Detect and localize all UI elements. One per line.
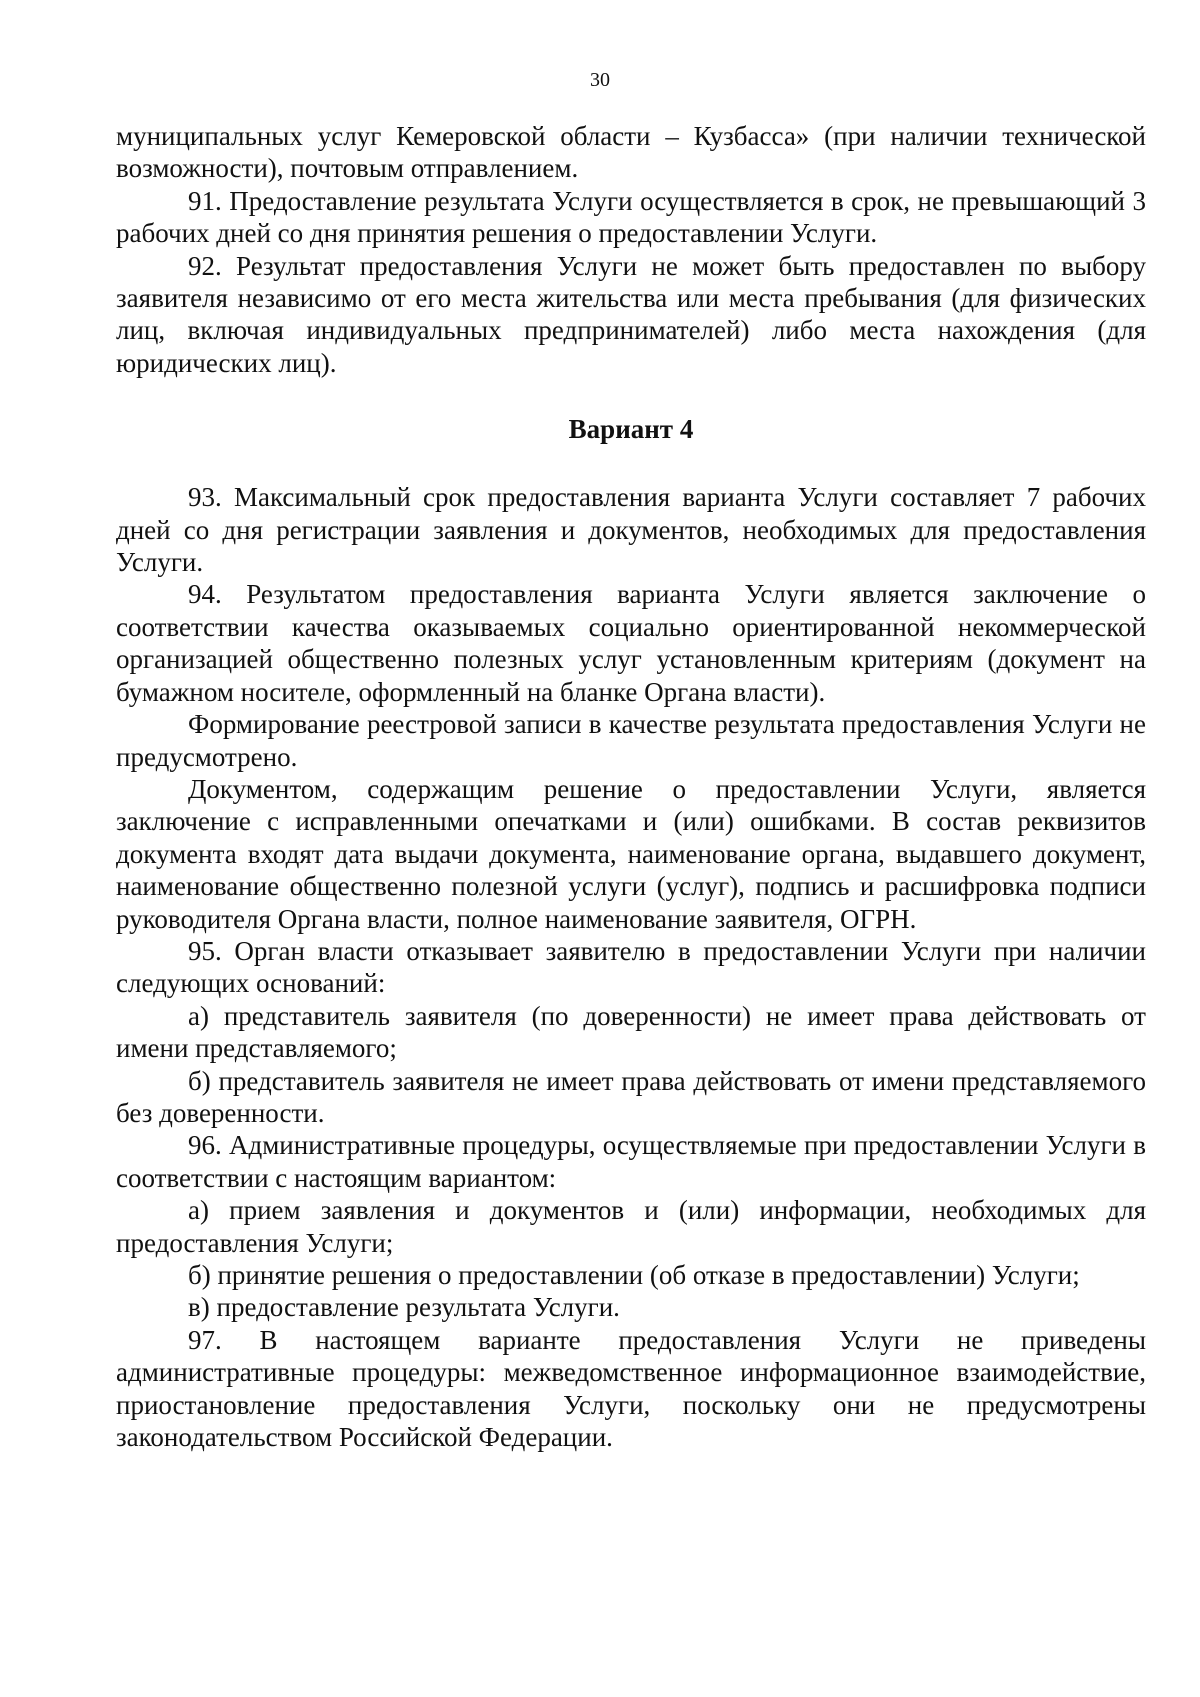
paragraph-92: 92. Результат предоставления Услуги не может быть предоставлен по выбору заявителя независимо от его места жительства или места пребывания (для физических лиц, включая индивидуальных предпринимателей) либо места нахождения (для юридических лиц).: [116, 250, 1146, 378]
paragraph-registry-record: Формирование реестровой записи в качестве результата предоставления Услуги не предусмотрено.: [116, 709, 1146, 772]
paragraph-decision-document: Документом, содержащим решение о предоставлении Услуги, является заключение с исправленными опечатками и (или) ошибками. В состав реквизитов документа входят дата выдачи документа, наименование органа, выдавшего документ, наименование общественно полезной услуги (услуг), подпись и расшифровка подписи руководителя Органа власти, полное наименование заявителя, ОГРН.: [116, 773, 1146, 934]
paragraph-96: 96. Административные процедуры, осуществляемые при предоставлении Услуги в соответствии с настоящим вариантом:: [116, 1130, 1146, 1193]
page-number: 30: [590, 69, 610, 91]
list-item-96-a: а) прием заявления и документов и (или) информации, необходимых для предоставления Услуги;: [116, 1195, 1146, 1258]
paragraph-97: 97. В настоящем варианте предоставления Услуги не приведены административные процедуры: межведомственное информационное взаимодействие, приостановление предоставления Услуги, поскольку они не предусмотрены законодательством Российской Федерации.: [116, 1324, 1146, 1453]
paragraph-93: 93. Максимальный срок предоставления варианта Услуги составляет 7 рабочих дней со дня регистрации заявления и документов, необходимых для предоставления Услуги.: [116, 482, 1146, 578]
paragraph-91: 91. Предоставление результата Услуги осуществляется в срок, не превышающий 3 рабочих дней со дня принятия решения о предоставлении Услуги.: [116, 185, 1146, 249]
document-body: [116, 120, 1146, 1453]
paragraph-continuation: муниципальных услуг Кемеровской области – Кузбасса» (при наличии технической возможности), почтовым отправлением.: [116, 121, 1146, 184]
list-item-96-c: в) предоставление результата Услуги.: [188, 1292, 620, 1323]
list-item-96-b: б) принятие решения о предоставлении (об отказе в предоставлении) Услуги;: [188, 1260, 1080, 1290]
list-item-95-b: б) представитель заявителя не имеет права действовать от имени представляемого без доверенности.: [116, 1065, 1146, 1128]
section-heading: Вариант 4: [568, 414, 694, 445]
paragraph-95: 95. Орган власти отказывает заявителю в предоставлении Услуги при наличии следующих оснований:: [116, 935, 1146, 999]
paragraph-94: 94. Результатом предоставления варианта Услуги является заключение о соответствии качества оказываемых социально ориентированной некоммерческой организацией общественно полезных услуг установленным критериям (документ на бумажном носителе, оформленный на бланке Органа власти).: [116, 579, 1146, 707]
list-item-95-a: а) представитель заявителя (по доверенности) не имеет права действовать от имени представляемого;: [116, 1000, 1146, 1064]
